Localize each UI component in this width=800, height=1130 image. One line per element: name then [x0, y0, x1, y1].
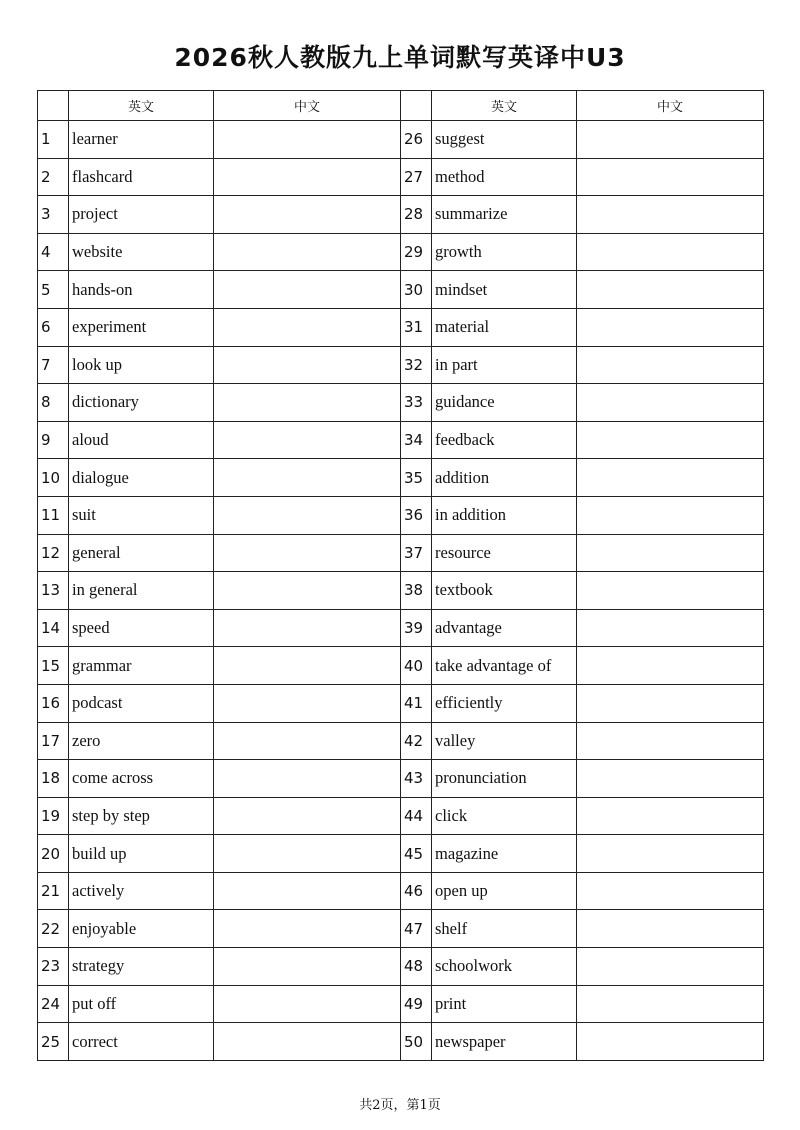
right-item-number: 47	[401, 910, 432, 948]
table-row	[38, 835, 764, 873]
table-row	[38, 534, 764, 572]
right-item-number: 35	[401, 459, 432, 497]
left-item-number: 21	[38, 872, 69, 910]
table-row	[38, 1023, 764, 1061]
right-item-number: 31	[401, 308, 432, 346]
table-row	[38, 985, 764, 1023]
left-item-number: 11	[38, 496, 69, 534]
table-body	[38, 121, 764, 1061]
left-chinese-answer-cell[interactable]	[214, 233, 401, 271]
table-row	[38, 233, 764, 271]
right-chinese-answer-cell[interactable]	[577, 271, 764, 309]
table-row	[38, 684, 764, 722]
left-chinese-answer-cell[interactable]	[214, 534, 401, 572]
left-english-word: dialogue	[69, 459, 214, 497]
right-chinese-answer-cell[interactable]	[577, 647, 764, 685]
left-item-number: 18	[38, 760, 69, 798]
right-english-word: print	[432, 985, 577, 1023]
left-english-word: zero	[69, 722, 214, 760]
table-row	[38, 346, 764, 384]
left-english-word: actively	[69, 872, 214, 910]
right-item-number: 43	[401, 760, 432, 798]
left-english-word: correct	[69, 1023, 214, 1061]
left-english-word: hands-on	[69, 271, 214, 309]
left-item-number: 12	[38, 534, 69, 572]
right-english-word: textbook	[432, 572, 577, 610]
table-header-row	[38, 91, 764, 121]
left-chinese-answer-cell[interactable]	[214, 271, 401, 309]
table-row	[38, 421, 764, 459]
table-row	[38, 196, 764, 234]
left-english-header: 英文	[69, 91, 214, 121]
left-item-number: 4	[38, 233, 69, 271]
right-item-number: 33	[401, 384, 432, 422]
left-item-number: 10	[38, 459, 69, 497]
right-english-word: magazine	[432, 835, 577, 873]
right-item-number: 49	[401, 985, 432, 1023]
right-chinese-answer-cell[interactable]	[577, 760, 764, 798]
left-chinese-answer-cell[interactable]	[214, 572, 401, 610]
table-row	[38, 459, 764, 497]
table-row	[38, 384, 764, 422]
right-english-word: material	[432, 308, 577, 346]
left-item-number: 2	[38, 158, 69, 196]
right-english-word: method	[432, 158, 577, 196]
table-row	[38, 609, 764, 647]
left-chinese-answer-cell[interactable]	[214, 684, 401, 722]
page-footer: 共2页，第1页	[359, 1098, 441, 1113]
left-english-word: dictionary	[69, 384, 214, 422]
left-english-word: look up	[69, 346, 214, 384]
left-item-number: 16	[38, 684, 69, 722]
left-chinese-answer-cell[interactable]	[214, 459, 401, 497]
left-item-number: 7	[38, 346, 69, 384]
right-chinese-answer-cell[interactable]	[577, 835, 764, 873]
right-chinese-answer-cell[interactable]	[577, 308, 764, 346]
left-english-word: flashcard	[69, 158, 214, 196]
table-row	[38, 158, 764, 196]
left-item-number: 8	[38, 384, 69, 422]
right-item-number: 48	[401, 948, 432, 986]
left-item-number: 17	[38, 722, 69, 760]
left-item-number: 20	[38, 835, 69, 873]
left-item-number: 9	[38, 421, 69, 459]
right-item-number: 29	[401, 233, 432, 271]
left-english-word: project	[69, 196, 214, 234]
right-english-word: mindset	[432, 271, 577, 309]
left-chinese-header: 中文	[214, 91, 401, 121]
left-chinese-answer-cell[interactable]	[214, 308, 401, 346]
left-english-word: put off	[69, 985, 214, 1023]
table-row	[38, 910, 764, 948]
right-item-number: 32	[401, 346, 432, 384]
left-chinese-answer-cell[interactable]	[214, 384, 401, 422]
left-item-number: 1	[38, 121, 69, 159]
right-chinese-answer-cell[interactable]	[577, 459, 764, 497]
left-chinese-answer-cell[interactable]	[214, 1023, 401, 1061]
page-title: 2026秋人教版九上单词默写英译中U3	[174, 43, 626, 72]
left-chinese-answer-cell[interactable]	[214, 797, 401, 835]
left-english-word: aloud	[69, 421, 214, 459]
right-english-word: efficiently	[432, 684, 577, 722]
table-row	[38, 572, 764, 610]
table-row	[38, 647, 764, 685]
right-item-number: 40	[401, 647, 432, 685]
left-english-word: learner	[69, 121, 214, 159]
left-chinese-answer-cell[interactable]	[214, 121, 401, 159]
right-chinese-answer-cell[interactable]	[577, 948, 764, 986]
right-english-word: resource	[432, 534, 577, 572]
table-row	[38, 271, 764, 309]
left-chinese-answer-cell[interactable]	[214, 985, 401, 1023]
right-item-number: 37	[401, 534, 432, 572]
left-english-word: speed	[69, 609, 214, 647]
right-english-word: open up	[432, 872, 577, 910]
right-english-word: shelf	[432, 910, 577, 948]
right-english-word: pronunciation	[432, 760, 577, 798]
left-item-number: 14	[38, 609, 69, 647]
left-chinese-answer-cell[interactable]	[214, 872, 401, 910]
right-english-word: click	[432, 797, 577, 835]
right-number-header	[401, 91, 432, 121]
right-chinese-answer-cell[interactable]	[577, 496, 764, 534]
left-english-word: enjoyable	[69, 910, 214, 948]
left-chinese-answer-cell[interactable]	[214, 496, 401, 534]
left-item-number: 24	[38, 985, 69, 1023]
left-english-word: in general	[69, 572, 214, 610]
table-row	[38, 872, 764, 910]
left-chinese-answer-cell[interactable]	[214, 835, 401, 873]
right-item-number: 44	[401, 797, 432, 835]
right-chinese-answer-cell[interactable]	[577, 1023, 764, 1061]
right-item-number: 39	[401, 609, 432, 647]
right-chinese-answer-cell[interactable]	[577, 384, 764, 422]
right-english-word: in part	[432, 346, 577, 384]
right-english-word: suggest	[432, 121, 577, 159]
right-chinese-answer-cell[interactable]	[577, 722, 764, 760]
left-item-number: 6	[38, 308, 69, 346]
left-chinese-answer-cell[interactable]	[214, 609, 401, 647]
left-chinese-answer-cell[interactable]	[214, 346, 401, 384]
right-item-number: 41	[401, 684, 432, 722]
right-english-word: summarize	[432, 196, 577, 234]
right-chinese-header: 中文	[577, 91, 764, 121]
left-chinese-answer-cell[interactable]	[214, 910, 401, 948]
right-chinese-answer-cell[interactable]	[577, 121, 764, 159]
right-english-word: schoolwork	[432, 948, 577, 986]
right-chinese-answer-cell[interactable]	[577, 609, 764, 647]
table-row	[38, 760, 764, 798]
right-english-word: growth	[432, 233, 577, 271]
right-item-number: 45	[401, 835, 432, 873]
right-item-number: 28	[401, 196, 432, 234]
left-item-number: 13	[38, 572, 69, 610]
table-row	[38, 496, 764, 534]
right-chinese-answer-cell[interactable]	[577, 985, 764, 1023]
left-item-number: 23	[38, 948, 69, 986]
right-chinese-answer-cell[interactable]	[577, 872, 764, 910]
right-item-number: 34	[401, 421, 432, 459]
left-english-word: step by step	[69, 797, 214, 835]
right-english-word: guidance	[432, 384, 577, 422]
right-chinese-answer-cell[interactable]	[577, 572, 764, 610]
right-english-header: 英文	[432, 91, 577, 121]
right-item-number: 27	[401, 158, 432, 196]
left-chinese-answer-cell[interactable]	[214, 421, 401, 459]
left-item-number: 19	[38, 797, 69, 835]
left-english-word: grammar	[69, 647, 214, 685]
right-english-word: advantage	[432, 609, 577, 647]
table-row	[38, 121, 764, 159]
right-item-number: 38	[401, 572, 432, 610]
left-english-word: strategy	[69, 948, 214, 986]
right-chinese-answer-cell[interactable]	[577, 684, 764, 722]
left-english-word: suit	[69, 496, 214, 534]
left-english-word: website	[69, 233, 214, 271]
left-item-number: 25	[38, 1023, 69, 1061]
right-english-word: feedback	[432, 421, 577, 459]
table-row	[38, 722, 764, 760]
right-item-number: 26	[401, 121, 432, 159]
left-english-word: come across	[69, 760, 214, 798]
table-row	[38, 797, 764, 835]
left-english-word: podcast	[69, 684, 214, 722]
right-english-word: newspaper	[432, 1023, 577, 1061]
left-chinese-answer-cell[interactable]	[214, 722, 401, 760]
left-item-number: 3	[38, 196, 69, 234]
right-chinese-answer-cell[interactable]	[577, 534, 764, 572]
left-item-number: 15	[38, 647, 69, 685]
left-english-word: experiment	[69, 308, 214, 346]
right-item-number: 30	[401, 271, 432, 309]
left-item-number: 22	[38, 910, 69, 948]
right-chinese-answer-cell[interactable]	[577, 346, 764, 384]
left-number-header	[38, 91, 69, 121]
left-chinese-answer-cell[interactable]	[214, 647, 401, 685]
right-english-word: addition	[432, 459, 577, 497]
right-english-word: take advantage of	[432, 647, 577, 685]
left-english-word: build up	[69, 835, 214, 873]
right-english-word: valley	[432, 722, 577, 760]
left-chinese-answer-cell[interactable]	[214, 948, 401, 986]
left-chinese-answer-cell[interactable]	[214, 158, 401, 196]
left-english-word: general	[69, 534, 214, 572]
table-row	[38, 308, 764, 346]
right-item-number: 46	[401, 872, 432, 910]
left-item-number: 5	[38, 271, 69, 309]
right-english-word: in addition	[432, 496, 577, 534]
right-item-number: 36	[401, 496, 432, 534]
left-chinese-answer-cell[interactable]	[214, 196, 401, 234]
right-chinese-answer-cell[interactable]	[577, 797, 764, 835]
right-item-number: 50	[401, 1023, 432, 1061]
right-chinese-answer-cell[interactable]	[577, 196, 764, 234]
right-chinese-answer-cell[interactable]	[577, 233, 764, 271]
right-chinese-answer-cell[interactable]	[577, 421, 764, 459]
table-row	[38, 948, 764, 986]
right-chinese-answer-cell[interactable]	[577, 910, 764, 948]
right-item-number: 42	[401, 722, 432, 760]
right-chinese-answer-cell[interactable]	[577, 158, 764, 196]
vocabulary-table	[37, 90, 764, 1061]
left-chinese-answer-cell[interactable]	[214, 760, 401, 798]
